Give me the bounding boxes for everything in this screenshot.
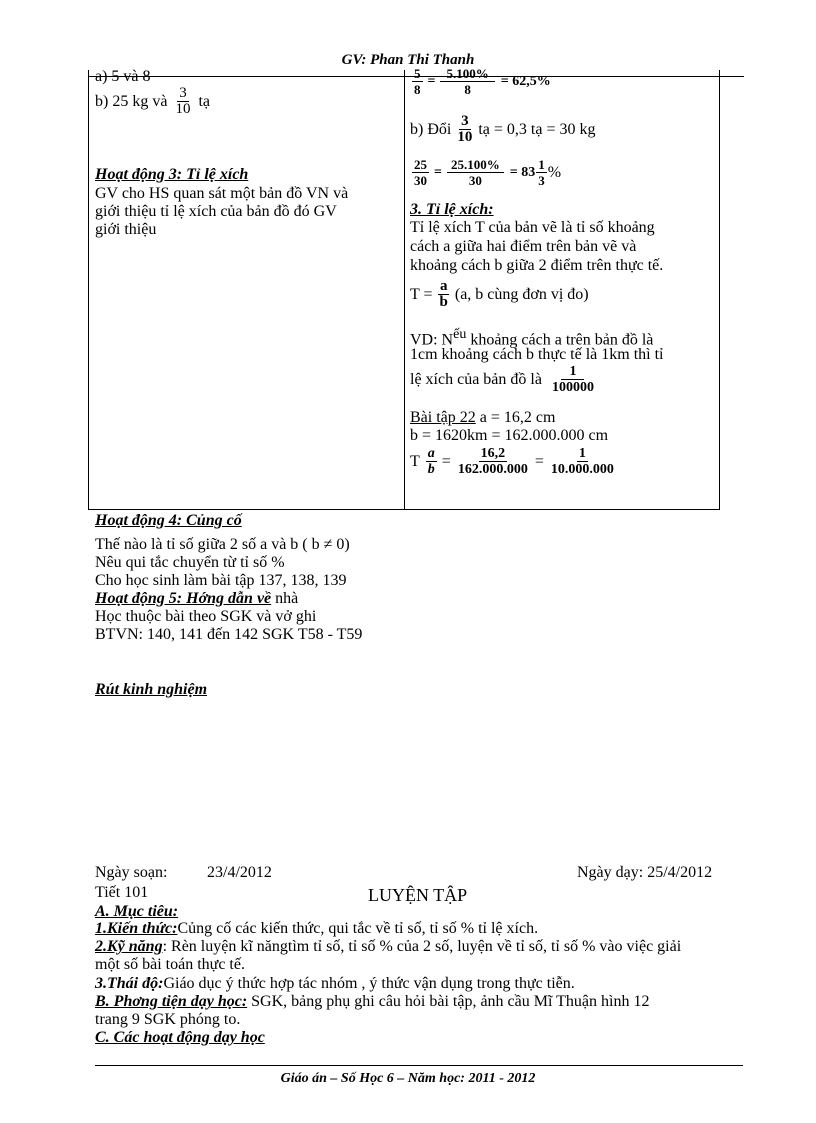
page-header-teacher: GV: Phan Thi Thanh xyxy=(341,52,475,68)
table-middle-border xyxy=(404,70,405,510)
left-b-line xyxy=(95,86,210,117)
equals-sign: = xyxy=(441,452,451,470)
fraction-a-b xyxy=(438,279,450,310)
activity-5-suffix: nhà xyxy=(271,590,299,607)
phuong-tien-line-2: trang 9 SGK phóng to. xyxy=(95,1011,241,1028)
result-62-5: = 62,5% xyxy=(500,73,551,89)
fraction-denominator: 162.000.000 xyxy=(457,462,528,477)
example-line-3 xyxy=(410,364,598,395)
fraction-numerator: 1 xyxy=(578,446,586,461)
phuong-tien-text: SGK, bảng phụ ghi câu hỏi bài tập, ảnh cầu Mĩ Thuận hình 12 xyxy=(247,993,650,1010)
fraction-numerator: a xyxy=(439,278,448,294)
exercise-b-line: b = 1620km = 162.000.000 cm xyxy=(410,427,609,444)
left-a-line: a) 5 và 8 xyxy=(95,68,151,85)
table-left-border xyxy=(88,70,89,510)
fraction-numerator: 5 xyxy=(414,66,421,81)
fraction-1-3 xyxy=(536,157,547,188)
fraction-denominator: 10 xyxy=(457,129,473,145)
formula-62-5 xyxy=(410,66,551,97)
exercise-label: Bài tập 22 xyxy=(410,409,476,426)
fraction-numerator: 25 xyxy=(414,157,427,172)
activity-3-title: Hoạt động 3: Tỉ lệ xích xyxy=(95,166,249,183)
formula-83-1-3 xyxy=(410,157,561,188)
equals-sign: = xyxy=(534,452,544,470)
fraction-numerator: 3 xyxy=(461,113,469,129)
exercise-22-line xyxy=(410,409,555,427)
footer-rule xyxy=(95,1065,743,1066)
fraction-denominator: 100000 xyxy=(551,380,594,395)
ngay-soan-label: Ngày soạn: xyxy=(95,864,168,881)
left-b-fraction xyxy=(173,86,192,117)
lesson-title: LUYỆN TẬP xyxy=(368,885,468,905)
section-3-line-2: cách a giữa hai điểm trên bản vẽ và xyxy=(410,238,637,255)
activity-3-line-1: GV cho HS quan sát một bản đồ VN và xyxy=(95,185,349,202)
fraction-16-2 xyxy=(456,446,530,477)
equals-sign: = xyxy=(427,73,436,89)
fraction-25x100-30 xyxy=(447,157,504,188)
fraction-a-b-italic xyxy=(426,446,437,477)
section-3-line-1: Tỉ lệ xích T của bản vẽ là tỉ số khoảng xyxy=(410,219,655,236)
kien-thuc-text: Củng cố các kiến thức, qui tắc về tỉ số, tỉ số % tỉ lệ xích. xyxy=(177,920,539,937)
section-3-line-3: khoảng cách b giữa 2 điểm trên thực tế. xyxy=(410,257,664,274)
activity-3-line-3: giới thiệu xyxy=(95,221,157,238)
example-text: khoảng cách a trên bản đồ là xyxy=(466,331,654,349)
thai-do-text: Giáo dục ý thức hợp tác nhóm , ý thức vận dụng trong thực tiễn. xyxy=(163,975,575,992)
fraction-numerator: 3 xyxy=(179,85,187,101)
exercise-a-value: a = 16,2 cm xyxy=(479,409,556,426)
rut-kinh-nghiem-heading: Rút kinh nghiệm xyxy=(95,681,208,698)
equals-sign: = xyxy=(434,164,442,180)
kien-thuc-label: 1.Kiến thức: xyxy=(95,920,178,937)
thai-do-label: 3.Thái độ: xyxy=(95,975,164,992)
fraction-denominator: 30 xyxy=(468,173,482,188)
mixed-whole: = 83 xyxy=(509,164,536,180)
fraction-denominator: 3 xyxy=(538,173,545,188)
ngay-day: Ngày dạy: 25/4/2012 xyxy=(577,864,713,881)
thai-do-line xyxy=(95,975,575,993)
fraction-numerator: a xyxy=(427,446,435,461)
hoat-dong-heading: C. Các hoạt động dạy học xyxy=(95,1029,265,1046)
activity-4-title: Hoạt động 4: Củng cố xyxy=(95,512,242,529)
fraction-denominator: 8 xyxy=(414,82,421,97)
left-b-suffix: tạ xyxy=(198,92,210,110)
muc-tieu-heading: A. Mục tiêu: xyxy=(95,903,179,920)
left-b-prefix: b) 25 kg và xyxy=(95,92,168,110)
phuong-tien-label: B. Phơng tiện dạy học: xyxy=(95,993,248,1010)
fraction-5-8 xyxy=(412,66,423,97)
section-3-title: 3. Tỉ lệ xích: xyxy=(410,201,494,218)
tiet-number: Tiết 101 xyxy=(95,884,149,901)
ky-nang-text: : Rèn luyện kĩ năngtìm tỉ số, tỉ số % của 2 số, luyện về tỉ số, tỉ số % vào việc giải xyxy=(162,938,682,955)
activity-5-title: Hoạt động 5: Hớng dẫn về xyxy=(95,590,272,607)
ky-nang-line xyxy=(95,938,681,956)
example-line-2: 1cm khoảng cách b thực tế là 1km thì tỉ xyxy=(410,346,664,363)
fraction-denominator: 30 xyxy=(414,173,427,188)
activity-4-line-1: Thế nào là tỉ số giữa 2 số a và b ( b ≠ 0) xyxy=(95,536,350,553)
page-footer: Giáo án – Số Học 6 – Năm học: 2011 - 2012 xyxy=(280,1071,536,1086)
phuong-tien-line xyxy=(95,993,649,1011)
kien-thuc-line xyxy=(95,920,538,938)
activity-4-line-3: Cho học sinh làm bài tập 137, 138, 139 xyxy=(95,572,347,589)
doi-suffix: tạ = 0,3 tạ = 30 kg xyxy=(478,120,596,138)
activity-4-line-2: Nêu qui tắc chuyển từ tỉ số % xyxy=(95,554,285,571)
fraction-1-10000000 xyxy=(549,446,616,477)
t-suffix: (a, b cùng đơn vị đo) xyxy=(454,285,589,303)
fraction-3-10 xyxy=(455,114,474,145)
fraction-25-30 xyxy=(412,157,429,188)
ngay-soan-value: 23/4/2012 xyxy=(207,864,272,881)
example-line-3-text: lệ xích của bản đồ là xyxy=(410,370,542,388)
fraction-numerator: 1 xyxy=(538,157,545,172)
fraction-numerator: 1 xyxy=(561,364,584,380)
doi-prefix: b) Đổi xyxy=(410,120,452,138)
fraction-numerator: 5.100% xyxy=(440,66,494,82)
fraction-denominator: b xyxy=(427,462,435,477)
fraction-denominator: b xyxy=(439,294,448,310)
example-prefix: VD: N xyxy=(410,331,454,349)
doi-line xyxy=(410,114,595,145)
activity-5-line-1: Học thuộc bài theo SGK và vở ghi xyxy=(95,608,317,625)
t2-prefix: T xyxy=(410,452,420,470)
activity-5-line-2: BTVN: 140, 141 đến 142 SGK T58 - T59 xyxy=(95,626,363,643)
t-calc-line xyxy=(410,446,618,477)
fraction-5x100-8 xyxy=(440,66,494,97)
example-sup: ếu xyxy=(453,327,467,342)
fraction-1-100000 xyxy=(550,364,596,395)
ky-nang-line-2: một số bài toán thực tế. xyxy=(95,956,245,973)
fraction-denominator: 10.000.000 xyxy=(550,462,614,477)
t-definition-line xyxy=(410,279,589,310)
fraction-numerator: 25.100% xyxy=(447,157,504,173)
ky-nang-label: 2.Kỹ năng xyxy=(95,938,163,955)
table-right-border xyxy=(719,70,720,510)
percent-sign: % xyxy=(547,163,562,181)
t-prefix: T = xyxy=(410,285,433,303)
activity-5-line xyxy=(95,590,298,608)
fraction-denominator: 10 xyxy=(175,101,191,117)
activity-3-line-2: giới thiệu tỉ lệ xích của bản đồ đó GV xyxy=(95,203,337,220)
fraction-numerator: 16,2 xyxy=(480,446,506,461)
fraction-denominator: 8 xyxy=(464,82,471,97)
